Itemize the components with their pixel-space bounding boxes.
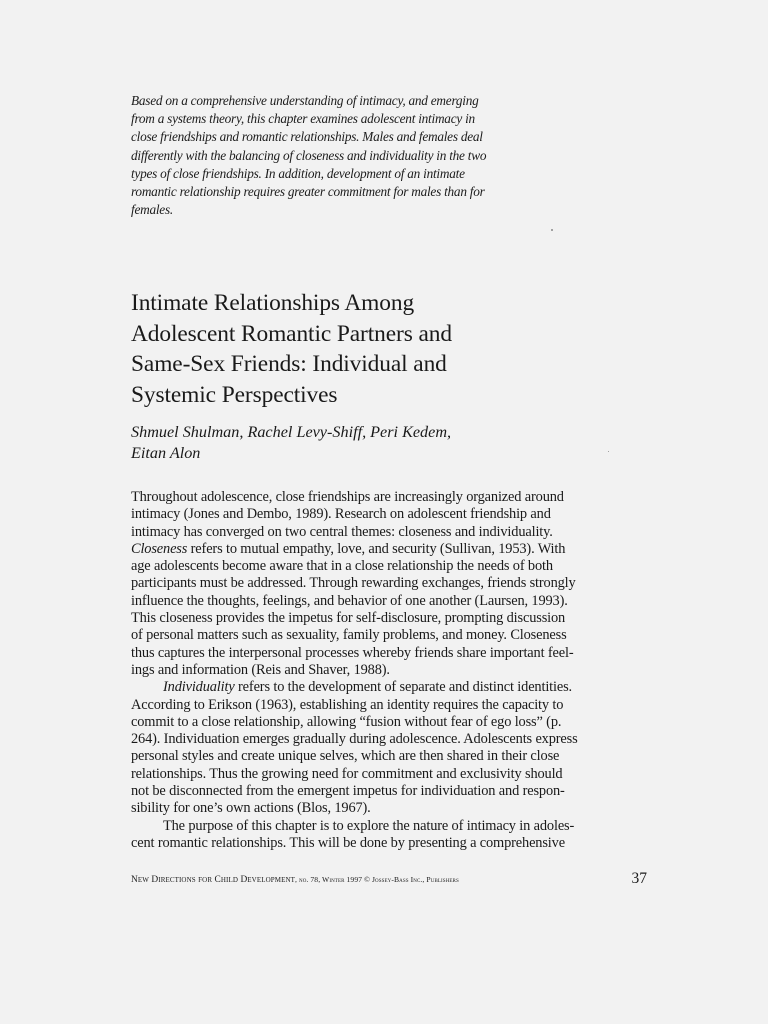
body-line: 264). Individuation emerges gradually during adolescence. Adolescents express xyxy=(131,731,578,748)
authors-line: Shmuel Shulman, Rachel Levy-Shiff, Peri Kedem, xyxy=(131,423,452,441)
body-line: Throughout adolescence, close friendships are increasingly organized around xyxy=(131,489,564,505)
body-line: commit to a close relationship, allowing “fusion without fear of ego loss” (p. xyxy=(131,713,562,730)
page-number: 37 xyxy=(631,870,647,887)
body-line: thus captures the interpersonal processes whereby friends share important feel- xyxy=(131,644,574,661)
abstract-line: females. xyxy=(131,202,173,218)
journal-name: New Directions for Child Development xyxy=(131,875,295,885)
chapter-abstract xyxy=(131,92,601,219)
body-line xyxy=(131,541,649,558)
abstract-line: from a systems theory, this chapter examines adolescent intimacy in xyxy=(131,111,475,127)
body-line: personal styles and create unique selves, which are then shared in their close xyxy=(131,748,560,765)
body-line: not be disconnected from the emergent impetus for individuation and respon- xyxy=(131,783,565,800)
paragraph-1 xyxy=(131,489,649,679)
title-line: Intimate Relationships Among xyxy=(131,290,415,316)
body-line: age adolescents become aware that in a close relationship the needs of both xyxy=(131,558,553,575)
scan-speck xyxy=(608,451,609,452)
body-line: sibility for one’s own actions (Blos, 1967). xyxy=(131,800,371,817)
paragraph-3 xyxy=(131,818,649,853)
title-line: Adolescent Romantic Partners and xyxy=(131,320,452,347)
journal-citation xyxy=(131,875,459,885)
body-line: intimacy has converged on two central themes: closeness and individuality. xyxy=(131,523,553,540)
body-line xyxy=(131,679,649,696)
emphasis-closeness: Closeness xyxy=(131,540,188,557)
body-line: participants must be addressed. Through rewarding exchanges, friends strongly xyxy=(131,575,576,592)
chapter-body xyxy=(131,489,649,852)
title-line: Same-Sex Friends: Individual and xyxy=(131,351,447,377)
body-line: influence the thoughts, feelings, and behavior of one another (Laursen, 1993). xyxy=(131,592,568,609)
journal-issue: , no. 78, Winter 1997 © Jossey-Bass Inc., Publishers xyxy=(294,875,459,884)
abstract-line: close friendships and romantic relationships. Males and females deal xyxy=(131,129,483,145)
body-line-rest: refers to mutual empathy, love, and security (Sullivan, 1953). With xyxy=(187,540,566,557)
abstract-line: differently with the balancing of closeness and individuality in the two xyxy=(131,147,487,163)
title-line: Systemic Perspectives xyxy=(131,381,338,408)
chapter-title xyxy=(131,288,611,410)
abstract-line: types of close friendships. In addition, development of an intimate xyxy=(131,165,465,181)
body-line-rest: refers to the development of separate and distinct identities. xyxy=(234,679,573,696)
abstract-line: Based on a comprehensive understanding of intimacy, and emerging xyxy=(131,93,479,108)
paragraph-2 xyxy=(131,679,649,817)
body-line: This closeness provides the impetus for self-disclosure, prompting discussion xyxy=(131,610,566,627)
body-line: intimacy (Jones and Dembo, 1989). Research on adolescent friendship and xyxy=(131,506,551,523)
abstract-line: romantic relationship requires greater commitment for males than for xyxy=(131,184,485,200)
body-line: relationships. Thus the growing need for commitment and exclusivity should xyxy=(131,765,563,782)
body-line: According to Erikson (1963), establishing an identity requires the capacity to xyxy=(131,696,564,713)
body-line: cent romantic relationships. This will be done by presenting a comprehensive xyxy=(131,834,565,851)
body-line: of personal matters such as sexuality, family problems, and money. Closeness xyxy=(131,627,567,644)
emphasis-individuality: Individuality xyxy=(163,679,235,696)
page-footer xyxy=(131,870,649,890)
body-line: The purpose of this chapter is to explore the nature of intimacy in adoles- xyxy=(163,817,575,834)
authors-line: Eitan Alon xyxy=(131,443,201,462)
body-line: ings and information (Reis and Shaver, 1988). xyxy=(131,661,390,678)
chapter-authors xyxy=(131,422,591,463)
scan-speck xyxy=(551,229,553,231)
